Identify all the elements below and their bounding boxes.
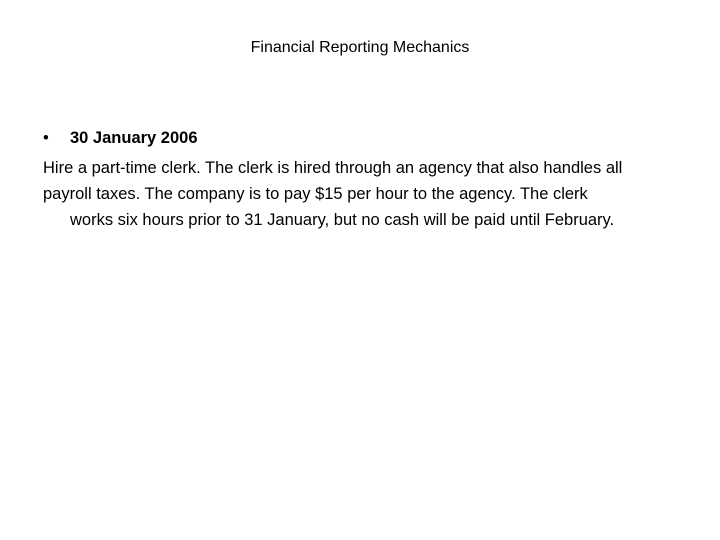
body-line: works six hours prior to 31 January, but no cash will be paid until February. bbox=[70, 211, 615, 229]
bullet-item bbox=[43, 128, 198, 148]
body-line: Hire a part-time clerk. The clerk is hired through an agency that also handles all bbox=[43, 159, 623, 177]
slide-title: Financial Reporting Mechanics bbox=[250, 39, 470, 56]
bullet-heading: 30 January 2006 bbox=[70, 129, 198, 147]
body-paragraph bbox=[43, 155, 693, 233]
body-line: payroll taxes. The company is to pay $15 per hour to the agency. The clerk bbox=[43, 185, 588, 203]
bullet-marker: • bbox=[43, 129, 49, 147]
